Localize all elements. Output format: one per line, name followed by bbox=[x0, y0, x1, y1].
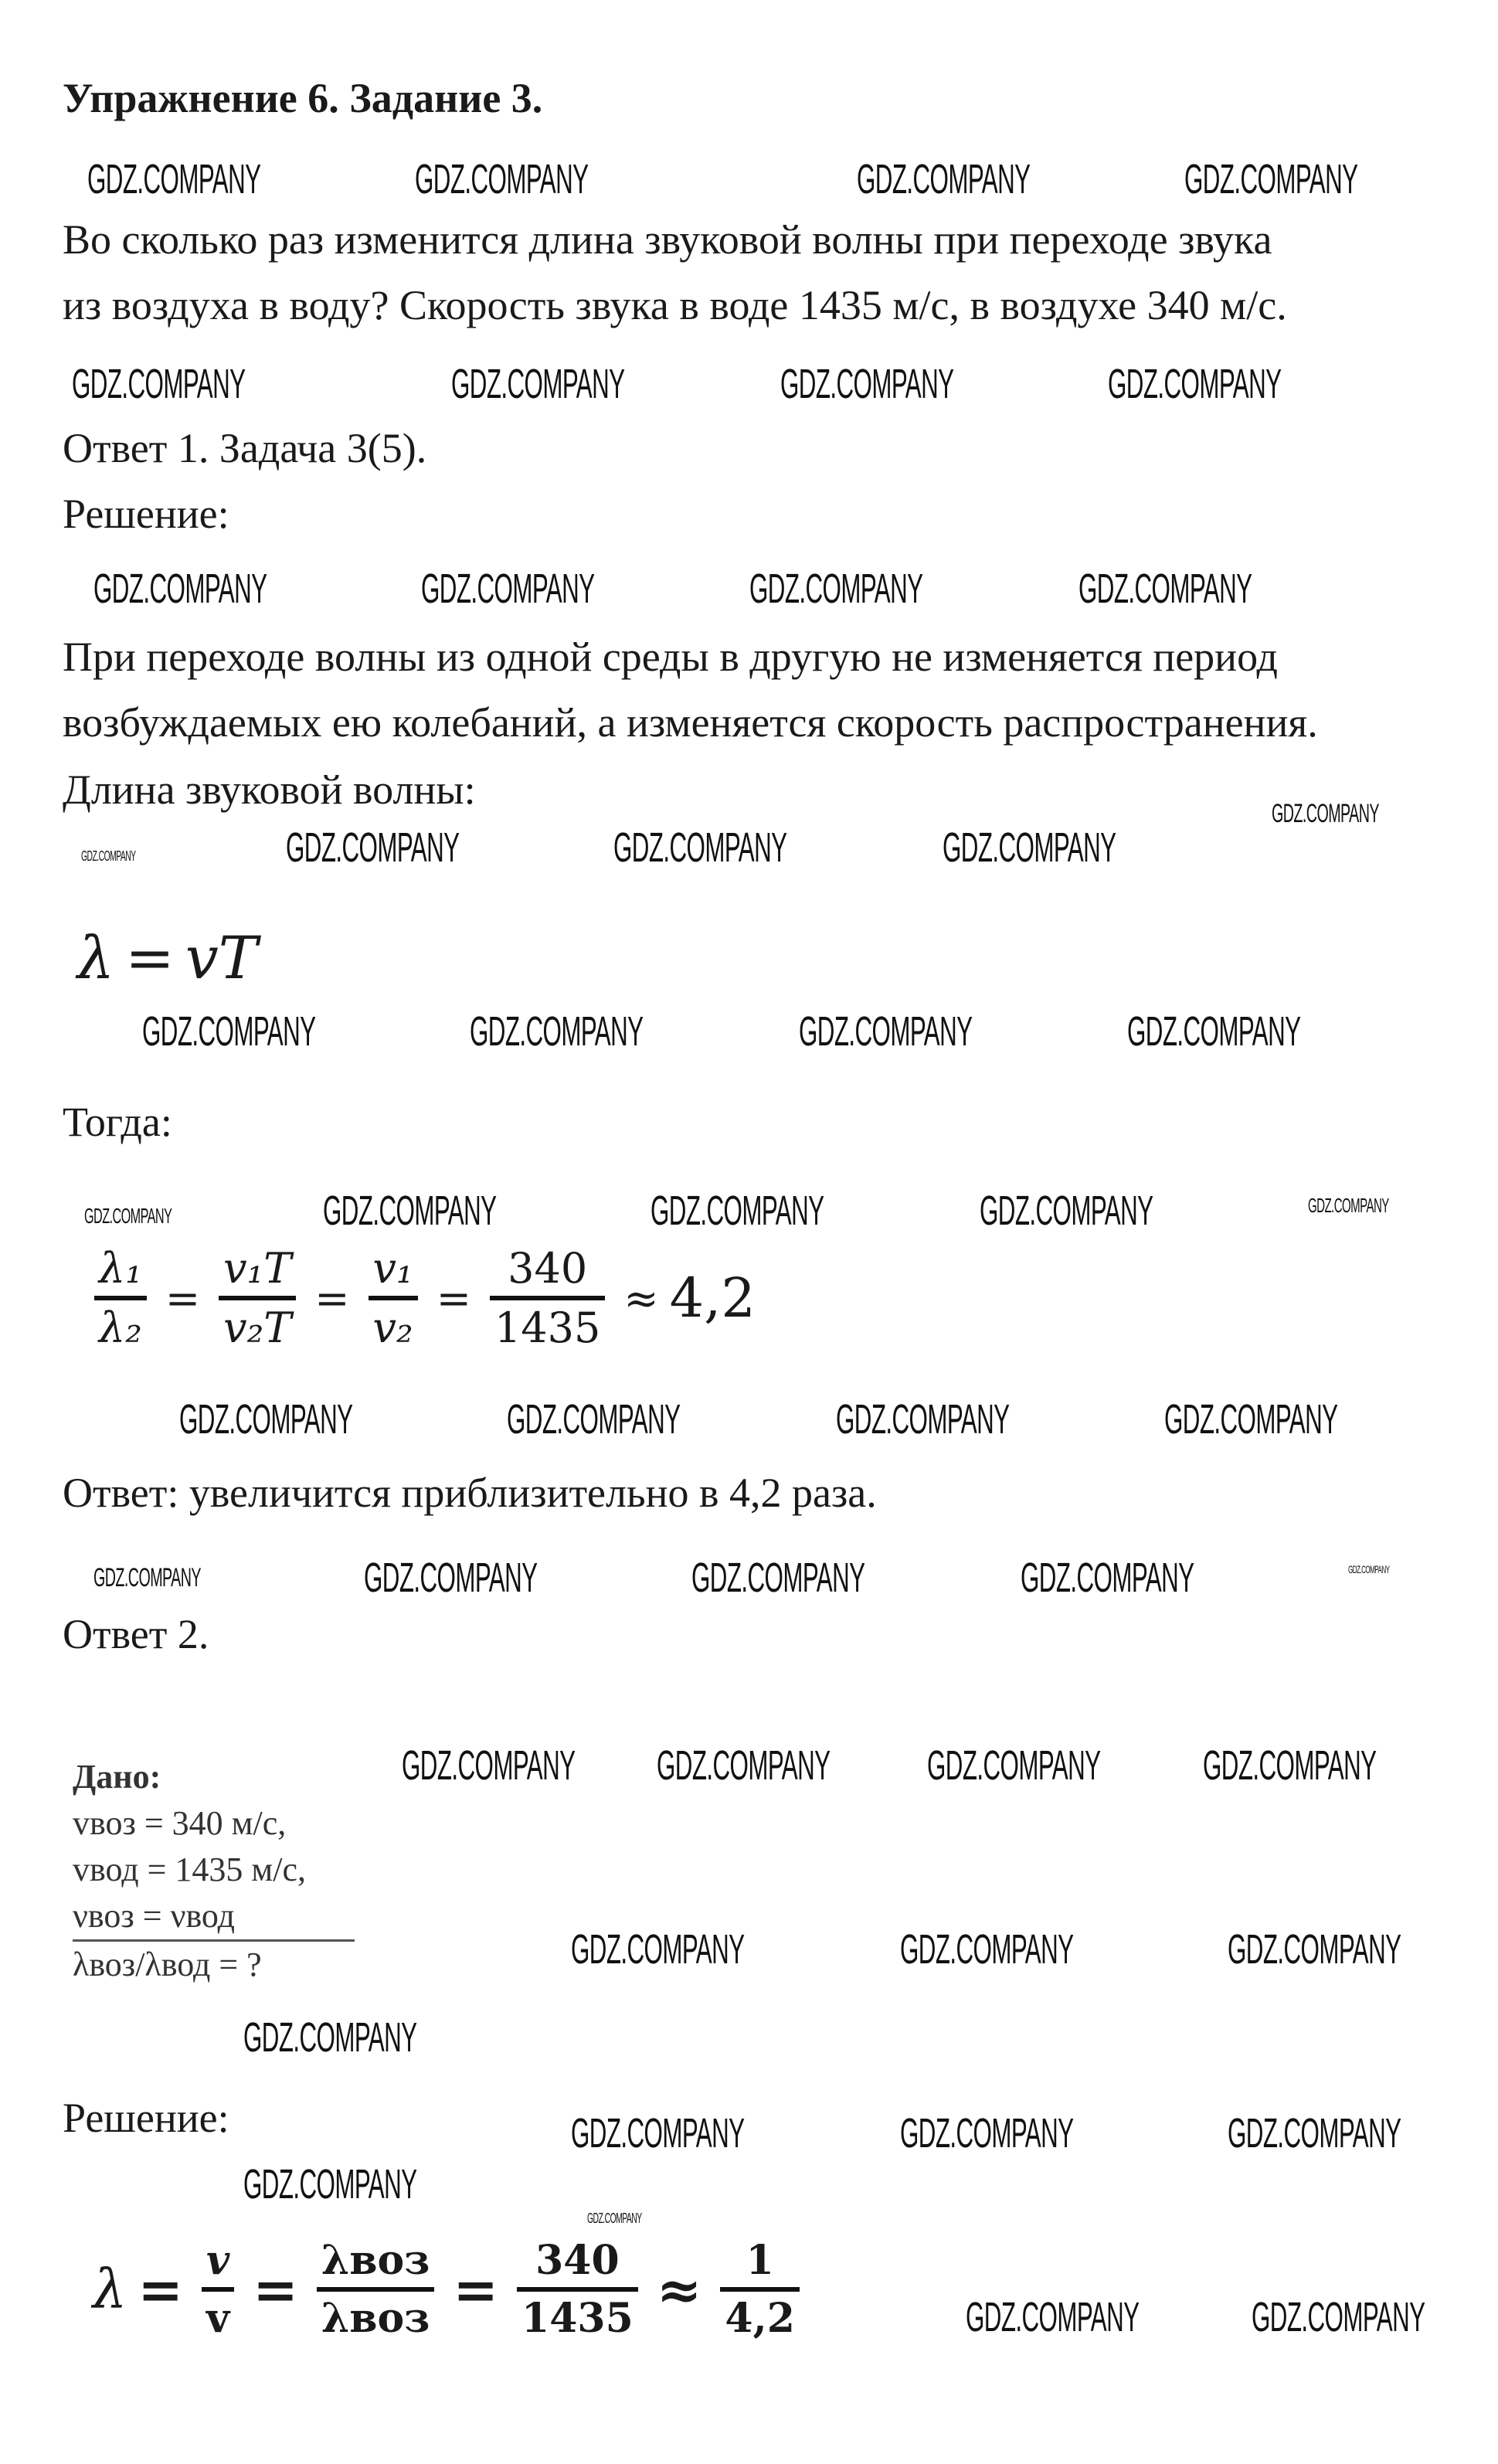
answer1-heading: Ответ 1. Задача 3(5). bbox=[63, 425, 427, 471]
given-line: νвоз = νвод bbox=[73, 1893, 355, 1942]
given-question: λвоз/λвод = ? bbox=[73, 1946, 262, 1983]
denominator: v bbox=[202, 2287, 234, 2342]
result: 4,2 bbox=[669, 1266, 756, 1330]
watermark: GDZ.COMPANY bbox=[507, 1396, 681, 1443]
solution-label: Решение: bbox=[63, 491, 229, 537]
approx: ≈ bbox=[623, 1273, 659, 1323]
watermark: GDZ.COMPANY bbox=[84, 1204, 172, 1228]
watermark: GDZ.COMPANY bbox=[179, 1396, 353, 1443]
watermark: GDZ.COMPANY bbox=[470, 1008, 644, 1055]
equals: = bbox=[138, 2257, 184, 2322]
numerator: 340 bbox=[535, 2237, 620, 2284]
watermark: GDZ.COMPANY bbox=[286, 824, 460, 871]
watermark: GDZ.COMPANY bbox=[142, 1008, 316, 1055]
numerator: λ₁ bbox=[99, 1244, 142, 1293]
equals: = bbox=[453, 2257, 499, 2322]
fraction bbox=[202, 2237, 234, 2342]
denominator: 4,2 bbox=[720, 2287, 799, 2342]
watermark: GDZ.COMPANY bbox=[650, 1188, 824, 1234]
numerator: v bbox=[206, 2237, 230, 2284]
watermark: GDZ.COMPANY bbox=[243, 2014, 417, 2061]
denominator: λ₂ bbox=[94, 1296, 147, 1352]
equals: = bbox=[253, 2257, 298, 2322]
watermark: GDZ.COMPANY bbox=[415, 156, 589, 202]
explanation-line-3: Длина звуковой волны: bbox=[63, 766, 476, 813]
fraction bbox=[369, 1244, 418, 1352]
denominator: v₂ bbox=[369, 1296, 418, 1352]
watermark: GDZ.COMPANY bbox=[1272, 799, 1379, 828]
watermark: GDZ.COMPANY bbox=[900, 1926, 1074, 1973]
fraction bbox=[219, 1244, 296, 1352]
watermark: GDZ.COMPANY bbox=[1348, 1563, 1390, 1575]
watermark: GDZ.COMPANY bbox=[323, 1188, 497, 1234]
given-label: Дано: bbox=[73, 1758, 161, 1796]
watermark: GDZ.COMPANY bbox=[613, 824, 787, 871]
question-line-2: из воздуха в воду? Скорость звука в воде 1435 м/с, в воздухе 340 м/с. bbox=[63, 282, 1287, 328]
given-line: vвоз = 340 м/с, bbox=[73, 1804, 287, 1842]
watermark: GDZ.COMPANY bbox=[799, 1008, 973, 1055]
watermark: GDZ.COMPANY bbox=[1228, 2110, 1401, 2156]
given-line: vвод = 1435 м/с, bbox=[73, 1851, 307, 1888]
watermark: GDZ.COMPANY bbox=[571, 2110, 745, 2156]
denominator: 1435 bbox=[490, 1296, 605, 1352]
answer1-conclusion: Ответ: увеличится приблизительно в 4,2 раза. bbox=[63, 1470, 877, 1516]
question-line-1: Во сколько раз изменится длина звуковой волны при переходе звука bbox=[63, 216, 1272, 263]
watermark: GDZ.COMPANY bbox=[1252, 2294, 1425, 2340]
watermark: GDZ.COMPANY bbox=[1127, 1008, 1301, 1055]
explanation-line-2: возбуждаемых ею колебаний, а изменяется скорость распространения. bbox=[63, 699, 1318, 746]
watermark: GDZ.COMPANY bbox=[364, 1555, 538, 1601]
explanation-line-1: При переходе волны из одной среды в другую не изменяется период bbox=[63, 634, 1278, 680]
answer2-heading: Ответ 2. bbox=[63, 1611, 209, 1657]
page-title: Упражнение 6. Задание 3. bbox=[63, 75, 543, 121]
watermark: GDZ.COMPANY bbox=[657, 1742, 831, 1789]
watermark: GDZ.COMPANY bbox=[571, 1926, 745, 1973]
watermark: GDZ.COMPANY bbox=[587, 2211, 642, 2226]
watermark: GDZ.COMPANY bbox=[980, 1188, 1153, 1234]
watermark: GDZ.COMPANY bbox=[243, 2161, 417, 2207]
watermark: GDZ.COMPANY bbox=[93, 1563, 201, 1592]
watermark: GDZ.COMPANY bbox=[1108, 361, 1282, 407]
numerator: v₁T bbox=[223, 1244, 292, 1293]
wavelength-formula bbox=[77, 923, 258, 992]
fraction bbox=[94, 1244, 147, 1352]
watermark: GDZ.COMPANY bbox=[451, 361, 625, 407]
watermark: GDZ.COMPANY bbox=[421, 566, 595, 612]
lambda: λ bbox=[77, 923, 115, 992]
watermark: GDZ.COMPANY bbox=[1021, 1555, 1194, 1601]
equals: = bbox=[436, 1273, 471, 1323]
denominator: 1435 bbox=[517, 2287, 638, 2342]
watermark: GDZ.COMPANY bbox=[900, 2110, 1074, 2156]
approx: ≈ bbox=[656, 2257, 702, 2322]
watermark: GDZ.COMPANY bbox=[927, 1742, 1101, 1789]
watermark: GDZ.COMPANY bbox=[836, 1396, 1010, 1443]
solution2-label: Решение: bbox=[63, 2095, 229, 2141]
equals: = bbox=[314, 1273, 350, 1323]
lambda: λ bbox=[93, 2258, 127, 2321]
watermark: GDZ.COMPANY bbox=[1308, 1194, 1389, 1217]
watermark: GDZ.COMPANY bbox=[87, 156, 261, 202]
fraction bbox=[720, 2237, 799, 2342]
numerator: 1 bbox=[746, 2237, 774, 2284]
denominator: λвоз bbox=[317, 2287, 434, 2342]
equals: = bbox=[125, 923, 175, 992]
watermark: GDZ.COMPANY bbox=[402, 1742, 576, 1789]
then-label: Тогда: bbox=[63, 1099, 172, 1145]
fraction bbox=[490, 1244, 605, 1352]
watermark: GDZ.COMPANY bbox=[749, 566, 923, 612]
watermark: GDZ.COMPANY bbox=[1184, 156, 1358, 202]
watermark: GDZ.COMPANY bbox=[1078, 566, 1252, 612]
fraction bbox=[317, 2237, 434, 2342]
watermark: GDZ.COMPANY bbox=[857, 156, 1031, 202]
watermark: GDZ.COMPANY bbox=[1164, 1396, 1338, 1443]
equals: = bbox=[165, 1273, 201, 1323]
vt: vT bbox=[185, 923, 258, 992]
answer2-formula bbox=[93, 2237, 807, 2342]
watermark: GDZ.COMPANY bbox=[81, 848, 136, 864]
numerator: λвоз bbox=[321, 2237, 430, 2284]
numerator: 340 bbox=[508, 1244, 588, 1293]
numerator: v₁ bbox=[372, 1244, 413, 1293]
watermark: GDZ.COMPANY bbox=[1228, 1926, 1401, 1973]
watermark: GDZ.COMPANY bbox=[72, 361, 246, 407]
watermark: GDZ.COMPANY bbox=[780, 361, 954, 407]
watermark: GDZ.COMPANY bbox=[691, 1555, 865, 1601]
ratio-formula bbox=[87, 1244, 756, 1352]
denominator: v₂T bbox=[219, 1296, 296, 1352]
watermark: GDZ.COMPANY bbox=[943, 824, 1116, 871]
given-block bbox=[73, 1754, 355, 1988]
watermark: GDZ.COMPANY bbox=[1203, 1742, 1377, 1789]
watermark: GDZ.COMPANY bbox=[93, 566, 267, 612]
watermark: GDZ.COMPANY bbox=[966, 2294, 1140, 2340]
fraction bbox=[517, 2237, 638, 2342]
